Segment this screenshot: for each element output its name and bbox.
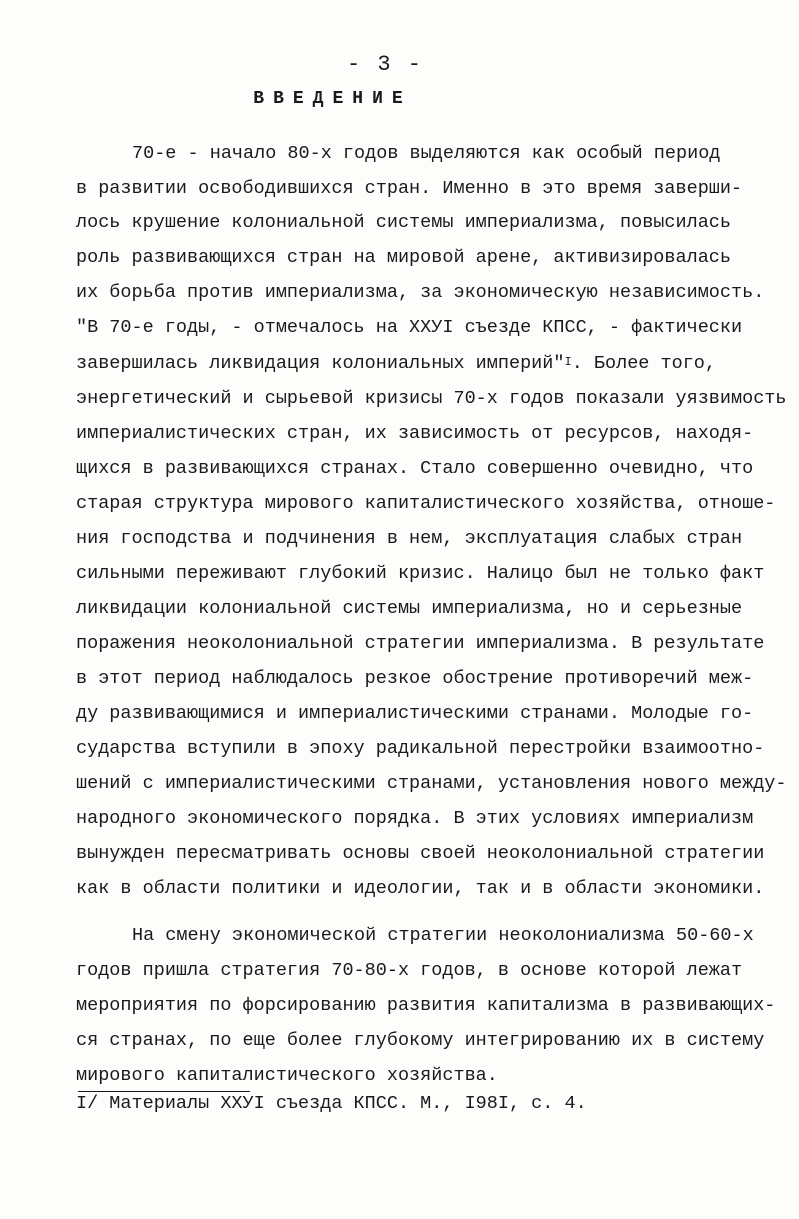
text-line [76, 994, 775, 1018]
text-line [76, 352, 716, 376]
text-line-content: ся странах, по еще более глубокому интегрированию их в систему [76, 1030, 765, 1051]
text-line-content: как в области политики и идеологии, так и в области экономики. [76, 878, 765, 899]
text-line-content: завершилась ликвидация колониальных империй" [76, 353, 565, 374]
text-line-tail: . Более того, [571, 353, 717, 374]
text-line-content: народного экономического порядка. В этих условиях империализм [76, 808, 754, 829]
text-line-content: шений с империалистическими странами, установления нового между- [76, 773, 787, 794]
text-line [76, 597, 742, 621]
text-line [76, 281, 764, 305]
text-line [76, 316, 742, 340]
text-line-content: ния господства и подчинения в нем, эксплуатация слабых стран [76, 528, 743, 549]
text-line [76, 667, 753, 691]
text-line [76, 772, 787, 796]
text-line [76, 632, 764, 656]
text-line [76, 211, 731, 235]
text-line-content: старая структура мирового капиталистического хозяйства, отноше- [76, 493, 776, 514]
text-line-content: поражения неоколониальной стратегии империализма. В результате [76, 633, 765, 654]
text-line [76, 457, 753, 481]
text-line [76, 527, 742, 551]
text-line-content: вынужден пересматривать основы своей неоколониальной стратегии [76, 843, 765, 864]
text-line [132, 142, 720, 166]
text-line-content: мирового капиталистического хозяйства. [76, 1065, 498, 1086]
text-line [76, 1064, 498, 1088]
text-line [76, 807, 753, 831]
text-line [76, 387, 787, 411]
text-line-content: ду развивающимися и империалистическими странами. Молодые го- [76, 703, 754, 724]
text-line-content: щихся в развивающихся странах. Стало совершенно очевидно, что [76, 458, 754, 479]
text-line [76, 959, 742, 983]
text-line [76, 877, 764, 901]
text-line [132, 924, 754, 948]
text-line-content: сударства вступили в эпоху радикальной перестройки взаимоотно- [76, 738, 765, 759]
text-line-content: На смену экономической стратегии неоколониализма 50-60-х [132, 925, 754, 946]
text-line-content: империалистических стран, их зависимость от ресурсов, находя- [76, 423, 754, 444]
text-line [76, 562, 764, 586]
text-line-content: лось крушение колониальной системы империализма, повысилась [76, 212, 732, 233]
text-line [76, 422, 753, 446]
text-line-content: годов пришла стратегия 70-80-х годов, в основе которой лежат [76, 960, 743, 981]
text-line [76, 177, 742, 201]
text-line-content: "В 70-е годы, - отмечалось на XXУI съезде КПСС, - фактически [76, 317, 743, 338]
footnote-marker: I [564, 355, 572, 369]
text-line-content: в этот период наблюдалось резкое обострение противоречий меж- [76, 668, 754, 689]
text-line-content: мероприятия по форсированию развития капитализма в развивающих- [76, 995, 776, 1016]
text-line-content: ликвидации колониальной системы империализма, но и серьезные [76, 598, 743, 619]
text-line [76, 1029, 764, 1053]
text-line-content: в развитии освободившихся стран. Именно в это время заверши- [76, 178, 743, 199]
text-line [76, 737, 764, 761]
text-line-content: 70-е - начало 80-х годов выделяются как особый период [132, 143, 721, 164]
text-line-content: сильными переживают глубокий кризис. Налицо был не только факт [76, 563, 765, 584]
text-line [76, 246, 731, 270]
text-line [76, 702, 753, 726]
text-line-content: роль развивающихся стран на мировой арене, активизировалась [76, 247, 732, 268]
text-line [76, 492, 775, 516]
text-line [76, 842, 764, 866]
section-title: ВВЕДЕНИЕ [253, 89, 412, 109]
page-number: - 3 - [346, 52, 423, 77]
text-line-content: их борьба против империализма, за экономическую независимость. [76, 282, 765, 303]
footnote: I/ Материалы XXУI съезда КПСС. М., I98I, с. 4. [76, 1093, 587, 1114]
text-line-content: энергетический и сырьевой кризисы 70-х годов показали уязвимость [76, 388, 787, 409]
